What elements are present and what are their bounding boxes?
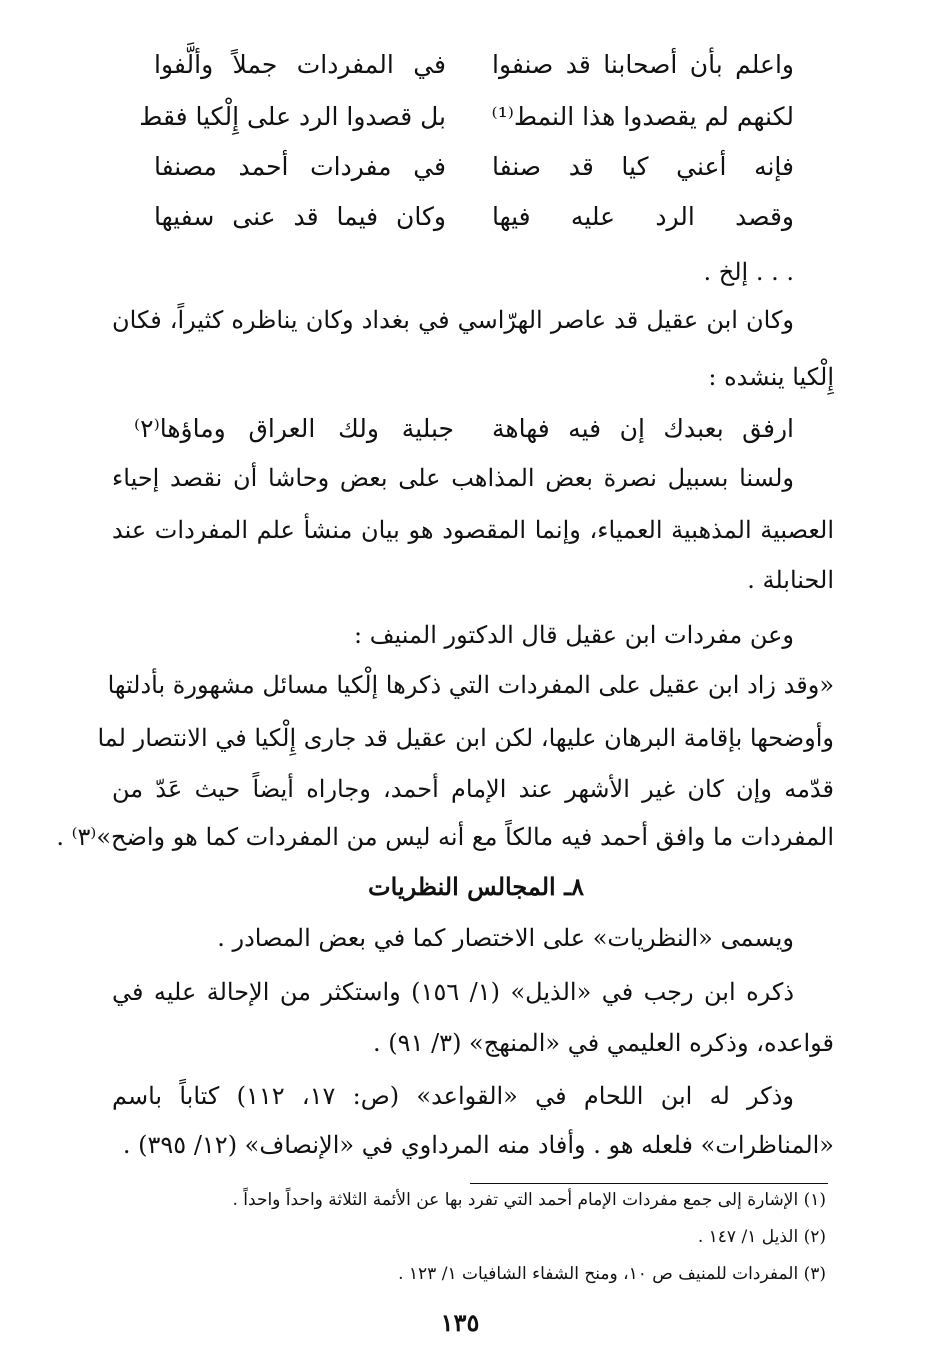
paragraph-line: وأوضحها بإقامة البرهان عليها، لكن ابن عقيل قد جارى إِلْكيا في الانتصار لما [97,724,834,752]
paragraph-line: وكان ابن عقيل قد عاصر الهرّاسي في بغداد وكان يناظره كثيراً، فكان [112,306,794,334]
section-heading: ٨ـ المجالس النظريات [368,872,584,901]
footnote-2: (٢) الذيل ١/ ١٤٧ . [697,1227,826,1247]
paragraph-line: إِلْكيا ينشده : [708,363,834,391]
paragraph-line: وعن مفردات ابن عقيل قال الدكتور المنيف : [354,621,794,649]
paragraph-line: ويسمى «النظريات» على الاختصار كما في بعض المصادر . [217,924,794,952]
paragraph-line: ولسنا بسبيل نصرة بعض المذاهب على بعض وحاشا أن نقصد إحياء [112,464,794,492]
quoted-verse [134,406,794,452]
footnote-3: (٣) المفردات للمنيف ص ١٠، ومنح الشفاء الشافيات ١/ ١٢٣ . [398,1264,826,1284]
paragraph-line: الحنابلة . [747,566,834,594]
paragraph-line: ذكره ابن رجب في «الذيل» (١/ ١٥٦) واستكثر من الإحالة عليه في [112,978,795,1006]
verse-second-hemistich: في مفردات أحمد مصنفا [154,152,446,181]
footnote-1: (١) الإشارة إلى جمع مفردات الإمام أحمد التي تفرد بها عن الأئمة الثلاثة واحداً واحداً . [232,1190,826,1210]
paragraph-line: قدّمه وإن كان غير الأشهر عند الإمام أحمد، وجاراه أيضاً حيث عَدّ من [112,775,834,803]
paragraph-line: وذكر له ابن اللحام في «القواعد» (ص: ١٧، ١١٢) كتاباً باسم [112,1082,794,1110]
paragraph-line: قواعده، وذكره العليمي في «المنهج» (٣/ ٩١) . [373,1029,834,1057]
paragraph-line: «وقد زاد ابن عقيل على المفردات التي ذكرها إلْكيا مسائل مشهورة بأدلتها [107,671,834,699]
footnote-divider [470,1183,828,1184]
paragraph-line: العصبية المذهبية العمياء، وإنما المقصود هو بيان منشأ علم المفردات عند [112,516,834,544]
verse-first-hemistich: فإنه أعني كيا قد صنفا [492,152,794,181]
verse-line-3 [154,144,794,190]
verse-line-1 [154,42,794,88]
page-number: ١٣٥ [440,1308,480,1337]
verse-first-hemistich: لكنهم لم يقصدوا هذا النمط⁽¹⁾ [491,102,794,131]
verse-first-hemistich: وقصد الرد عليه فيها [492,202,794,231]
verse-second-hemistich: في المفردات جملاً وألَّفوا [154,50,446,79]
verse-first-hemistich: واعلم بأن أصحابنا قد صنفوا [492,50,794,79]
verse-second-hemistich: وكان فيما قد عنى سفيها [154,202,446,231]
verse-line-4 [154,194,794,240]
verse-first-hemistich: ارفق بعبدك إن فيه فهاهة [492,414,794,443]
verse-etc: . . . إلخ . [703,258,794,286]
verse-second-hemistich: بل قصدوا الرد على إِلْكيا فقط [139,102,446,131]
paragraph-line: «المناظرات» فلعله هو . وأفاد منه المرداوي في «الإنصاف» (١٢/ ٣٩٥) . [122,1131,834,1159]
verse-line-2 [139,94,794,140]
paragraph-line: المفردات ما وافق أحمد فيه مالكاً مع أنه ليس من المفردات كما هو واضح»⁽٣⁾ . [56,823,834,851]
verse-second-hemistich: جبلية ولك العراق وماؤها⁽٢⁾ [134,414,454,443]
